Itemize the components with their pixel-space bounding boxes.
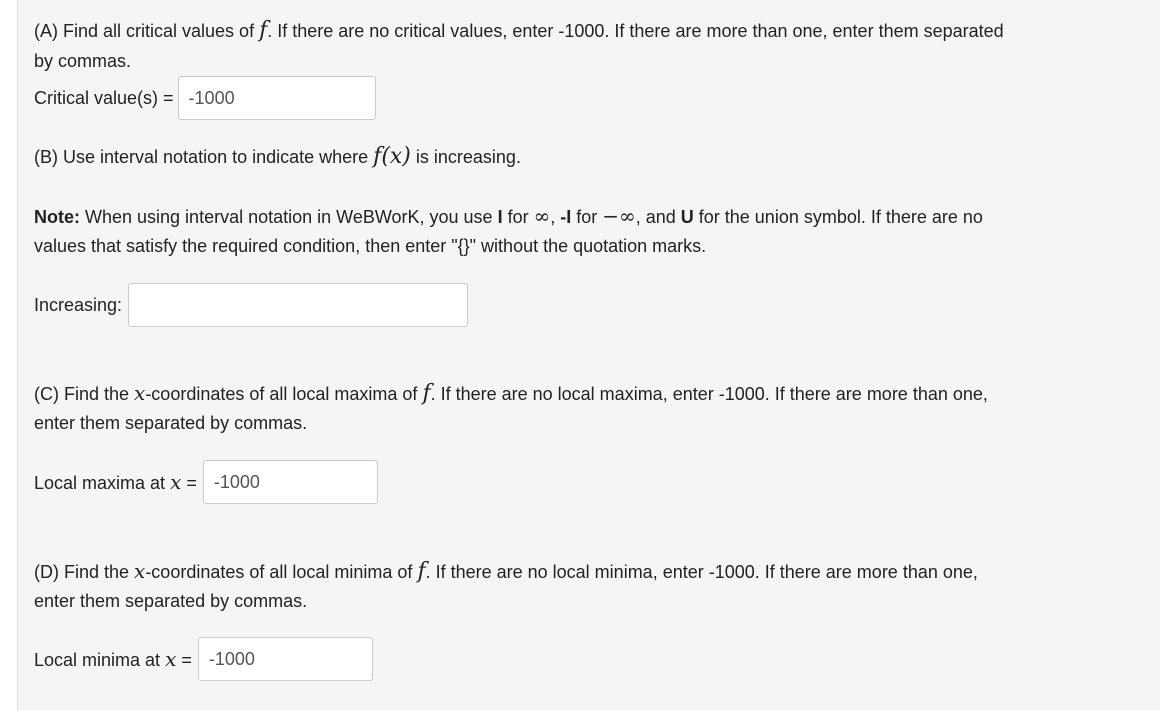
problem-panel [17,0,1160,710]
part-c-answer-row [34,460,378,504]
infinity-symbol: ∞ [533,204,551,228]
local-minima-label: Local minima at x = [34,647,192,671]
math-x: x [134,559,146,583]
increasing-label: Increasing: [34,294,123,315]
part-d-answer-row [34,637,373,681]
part-b-question: (B) Use interval notation to indicate where f(x) is increasing. [34,144,521,169]
critical-values-input[interactable] [178,76,376,120]
part-b-answer-row [34,283,468,327]
local-maxima-label: Local maxima at x = [34,470,197,494]
part-d-question-line2: enter them separated by commas. [34,591,308,611]
critical-values-label: Critical value(s) = [34,87,174,108]
local-minima-input[interactable] [198,637,373,681]
part-c-question: (C) Find the x-coordinates of all local maxima of f. If there are no local maxima, enter -1000. If there are more than one, [34,381,988,406]
math-f: f [417,559,426,584]
part-c-question-line2: enter them separated by commas. [34,413,308,433]
math-f: f [422,381,431,406]
math-x: x [134,381,146,405]
part-d-question: (D) Find the x-coordinates of all local minima of f. If there are no local minima, enter -1000. If there are more than one, [34,559,978,584]
local-maxima-input[interactable] [203,460,378,504]
math-f: f [259,18,268,43]
part-a-question: (A) Find all critical values of f. If there are no critical values, enter -1000. If there are more than one, enter them separated [34,18,1004,43]
part-a-answer-row [34,76,376,120]
math-x: x [165,647,177,671]
increasing-input[interactable] [128,283,468,327]
neg-infinity-symbol: −∞ [602,204,636,228]
math-fx: f(x) [373,144,411,169]
part-b-note-line2: values that satisfy the required condition, then enter "{}" without the quotation marks. [34,236,707,256]
part-b-note: Note: When using interval notation in WeBWorK, you use I for ∞, -I for −∞, and U for the union symbol. If there are no [34,204,983,228]
math-x: x [170,470,182,494]
part-a-question-line2: by commas. [34,51,132,71]
